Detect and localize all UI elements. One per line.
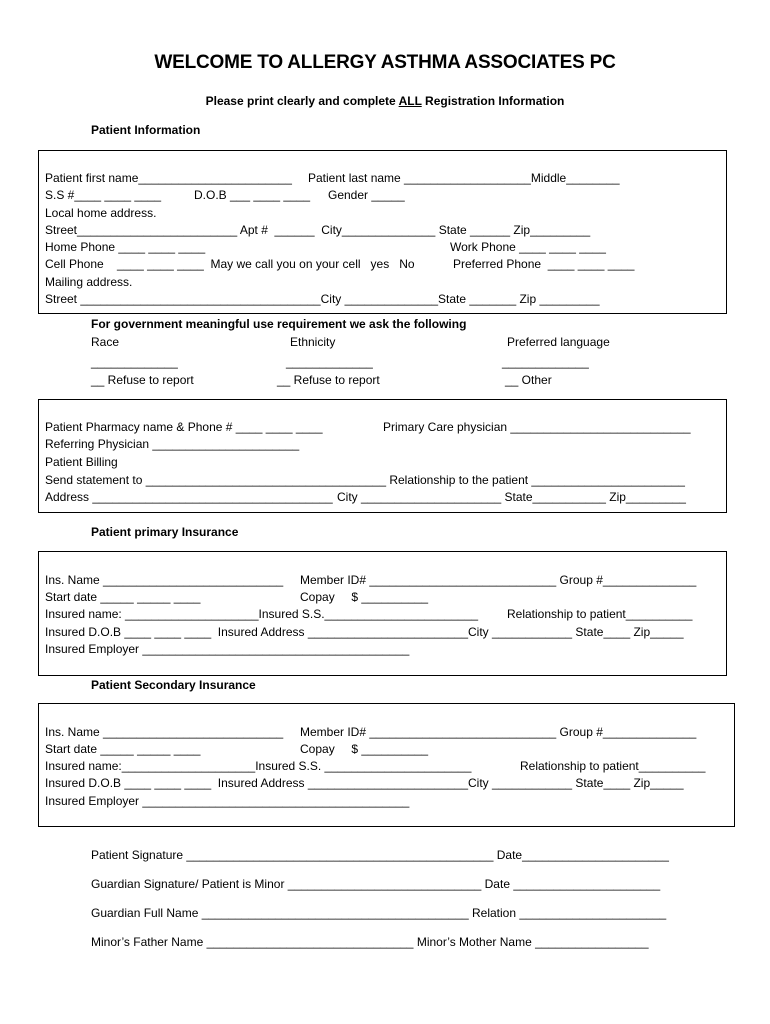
primary-copay-field[interactable]: Copay $ __________ <box>300 590 429 604</box>
patient-first-name-field[interactable]: Patient first name_______________________ <box>45 171 292 185</box>
language-other-option[interactable]: __ Other <box>505 373 552 387</box>
patient-billing-label: Patient Billing <box>45 455 118 469</box>
secondary-insured-dob-field[interactable]: Insured D.O.B ____ ____ ____ Insured Address ________________________City ____________ State____ Zip_____ <box>45 776 684 790</box>
billing-city-field[interactable]: City _____________________ State___________ Zip_________ <box>337 490 686 504</box>
race-refuse-option[interactable]: __ Refuse to report <box>91 373 194 387</box>
guardian-signature-field[interactable]: Guardian Signature/ Patient is Minor _____________________________ Date ______________________ <box>91 877 661 891</box>
ethnicity-field[interactable]: _____________ <box>286 355 373 369</box>
mailing-street-field[interactable]: Street ____________________________________City ______________State _______ Zip _________ <box>45 292 600 306</box>
secondary-start-date-field[interactable]: Start date _____ _____ ____ <box>45 742 201 756</box>
patient-info-heading: Patient Information <box>91 123 201 137</box>
preferred-phone-field[interactable]: Preferred Phone ____ ____ ____ <box>453 257 635 271</box>
secondary-ins-name-field[interactable]: Ins. Name ___________________________ <box>45 725 284 739</box>
ethnicity-refuse-option[interactable]: __ Refuse to report <box>277 373 380 387</box>
secondary-copay-field[interactable]: Copay $ __________ <box>300 742 429 756</box>
cell-phone-field[interactable]: Cell Phone ____ ____ ____ May we call you on your cell yes No <box>45 257 415 271</box>
language-label: Preferred language <box>507 335 610 349</box>
secondary-member-id-field[interactable]: Member ID# ____________________________ Group #______________ <box>300 725 697 739</box>
page-subtitle <box>0 94 770 108</box>
local-home-address-label: Local home address. <box>45 206 157 220</box>
guardian-full-name-field[interactable]: Guardian Full Name ________________________________________ Relation ______________________ <box>91 906 667 920</box>
primary-insured-dob-field[interactable]: Insured D.O.B ____ ____ ____ Insured Address ________________________City ____________ State____ Zip_____ <box>45 625 684 639</box>
primary-insured-name-field[interactable]: Insured name: ____________________Insured S.S._______________________ <box>45 607 479 621</box>
dob-field[interactable]: D.O.B ___ ____ ____ <box>194 188 311 202</box>
ssn-field[interactable]: S.S #____ ____ ____ <box>45 188 162 202</box>
subtitle-pre: Please print clearly and complete <box>205 94 399 108</box>
patient-signature-field[interactable]: Patient Signature ______________________________________________ Date______________________ <box>91 848 669 862</box>
mailing-address-label: Mailing address. <box>45 275 133 289</box>
government-heading: For government meaningful use requirement we ask the following <box>91 317 467 331</box>
primary-relationship-field[interactable]: Relationship to patient__________ <box>507 607 693 621</box>
home-phone-field[interactable]: Home Phone ____ ____ ____ <box>45 240 206 254</box>
secondary-insured-employer-field[interactable]: Insured Employer ________________________________________ <box>45 794 410 808</box>
referring-physician-field[interactable]: Referring Physician ______________________ <box>45 437 300 451</box>
race-field[interactable]: _____________ <box>91 355 178 369</box>
pharmacy-field[interactable]: Patient Pharmacy name & Phone # ____ ____ ____ <box>45 420 323 434</box>
primary-insured-employer-field[interactable]: Insured Employer ________________________________________ <box>45 642 410 656</box>
secondary-relationship-field[interactable]: Relationship to patient__________ <box>520 759 706 773</box>
race-label: Race <box>91 335 120 349</box>
work-phone-field[interactable]: Work Phone ____ ____ ____ <box>450 240 606 254</box>
ethnicity-label: Ethnicity <box>290 335 336 349</box>
language-field[interactable]: _____________ <box>502 355 589 369</box>
subtitle-post: Registration Information <box>421 94 565 108</box>
page-title: WELCOME TO ALLERGY ASTHMA ASSOCIATES PC <box>154 52 616 73</box>
billing-address-field[interactable]: Address ____________________________________ <box>45 490 333 504</box>
send-statement-field[interactable]: Send statement to ____________________________________ Relationship to the patient _______________________ <box>45 473 685 487</box>
primary-insurance-heading: Patient primary Insurance <box>91 525 239 539</box>
secondary-insurance-heading: Patient Secondary Insurance <box>91 678 256 692</box>
subtitle-all: ALL <box>398 94 422 108</box>
primary-care-field[interactable]: Primary Care physician ___________________________ <box>383 420 691 434</box>
secondary-insured-name-field[interactable]: Insured name:____________________Insured S.S. ______________________ <box>45 759 472 773</box>
patient-last-name-field[interactable]: Patient last name ___________________Middle________ <box>308 171 620 185</box>
primary-start-date-field[interactable]: Start date _____ _____ ____ <box>45 590 201 604</box>
minor-parents-field[interactable]: Minor’s Father Name _______________________________ Minor’s Mother Name _________________ <box>91 935 649 949</box>
gender-field[interactable]: Gender _____ <box>328 188 405 202</box>
primary-ins-name-field[interactable]: Ins. Name ___________________________ <box>45 573 284 587</box>
primary-member-id-field[interactable]: Member ID# ____________________________ Group #______________ <box>300 573 697 587</box>
home-street-field[interactable]: Street________________________ Apt # ______ City______________ State ______ Zip_________ <box>45 223 591 237</box>
